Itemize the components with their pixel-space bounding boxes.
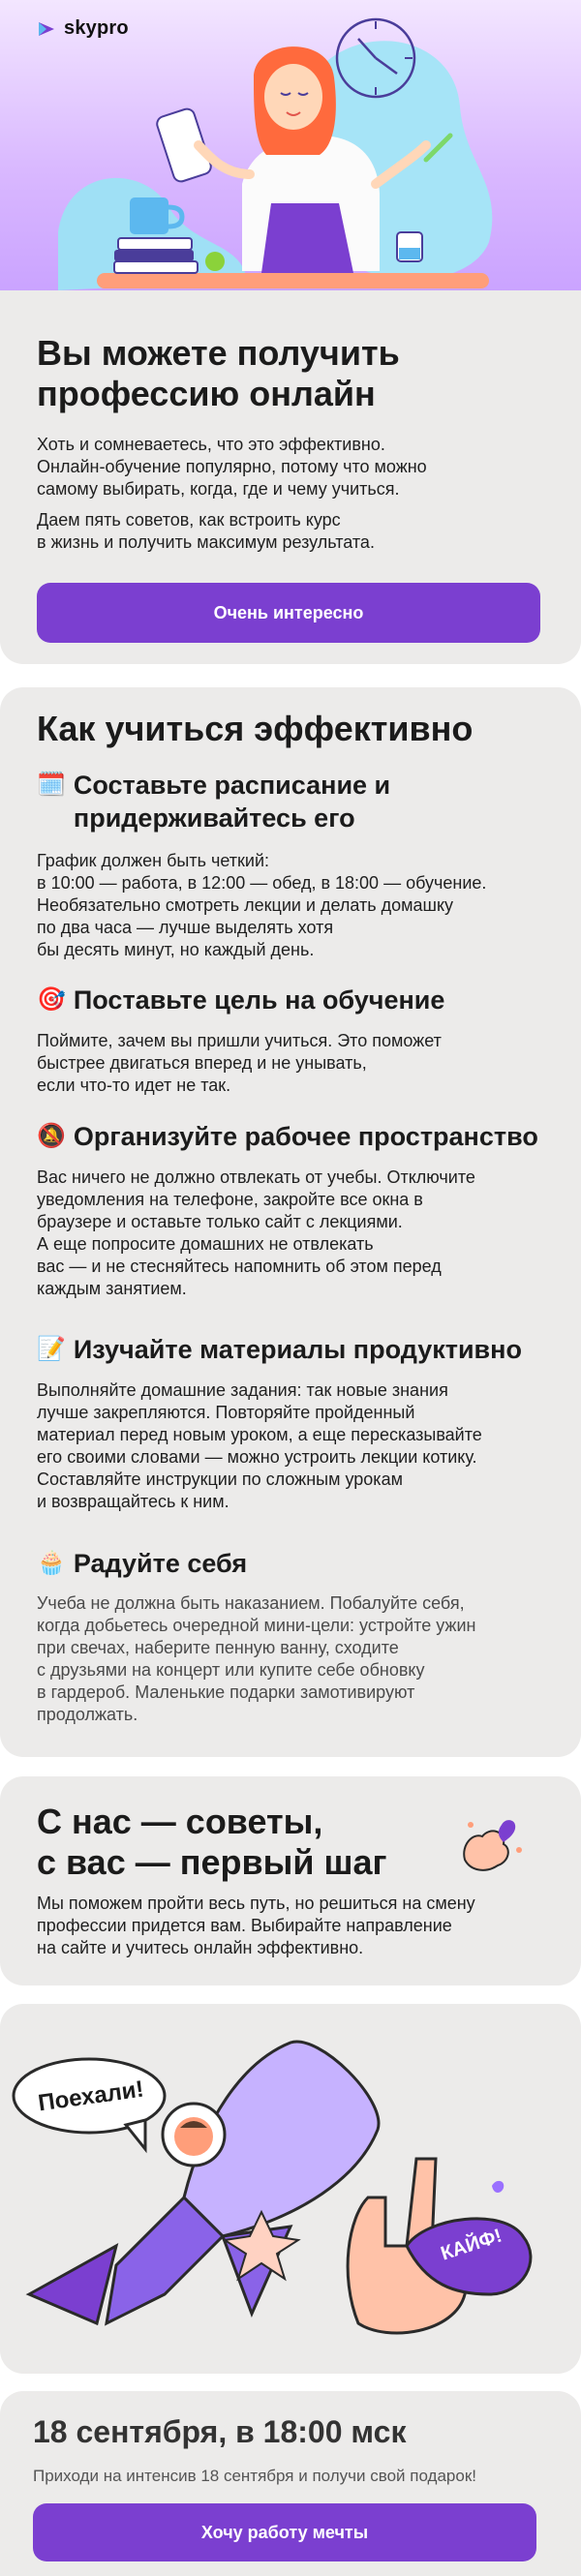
brand-logo[interactable] (37, 17, 129, 40)
dream-job-button[interactable]: Хочу работу мечты (33, 2503, 536, 2561)
very-interesting-button[interactable]: Очень интересно (37, 583, 540, 643)
intro-paragraph-1: Хоть и сомневаетесь, что это эффективно. Онлайн-обучение популярно, потому что можно самому выбирать, когда, где и чему учиться. (37, 435, 427, 499)
hero-banner (0, 0, 581, 310)
event-title: 18 сентября, в 18:00 мск (33, 2414, 407, 2449)
first-step-title: С нас — советы, с вас — первый шаг (37, 1802, 387, 1882)
tip-1-title-text: Составьте расписание и придерживайтесь его (73, 771, 391, 833)
speech-bubble-text: Поехали! (36, 2076, 146, 2117)
event-section (0, 2391, 581, 2576)
tip-3-title-text: Организуйте рабочее пространство (73, 1122, 538, 1151)
tip-1-title (37, 769, 390, 834)
tips-section (0, 687, 581, 1757)
tip-2-title (37, 984, 444, 1016)
tip-1-text: График должен быть четкий: в 10:00 — работа, в 12:00 — обед, в 18:00 — обучение. Необязательно смотреть лекции и делать домашку по два часа — лучше выделять хотя бы десять минут, но каждый день. (37, 851, 487, 959)
brand-name: skypro (64, 17, 129, 39)
calendar-icon: 🗓️ (37, 772, 66, 798)
tip-4-title-text: Изучайте материалы продуктивно (73, 1335, 522, 1364)
tip-5-text: Учеба не должна быть наказанием. Побалуйте себя, когда добьетесь очередной мини-цели: устройте ужин при свечах, наберите пенную ванну, сходите с друзьями на концерт или купите себе обновку в гардероб. Маленькие подарки замотивируют продолжать. (37, 1593, 476, 1724)
tip-4-title (37, 1333, 522, 1366)
tip-5-title-text: Радуйте себя (73, 1549, 248, 1578)
tip-2-title-text: Поставьте цель на обучение (73, 985, 445, 1015)
intro-paragraph-2: Даем пять советов, как встроить курс в жизнь и получить максимум результата. (37, 510, 375, 552)
memo-icon: 📝 (37, 1336, 66, 1362)
tip-4-text: Выполняйте домашние задания: так новые знания лучше закрепляются. Повторяйте пройденный материал перед новым уроком, а еще пересказывайте его своими словами — можно устроить лекции котику. Составляйте инструкции по сложным урокам и возвращайтесь к ним. (37, 1380, 482, 1511)
tips-title: Как учиться эффективно (37, 709, 474, 748)
rocket-illustration-section (0, 2004, 581, 2374)
tip-2-text: Поймите, зачем вы пришли учиться. Это поможет быстрее двигаться вперед и не унывать, если что-то идет не так. (37, 1031, 442, 1095)
tip-5-title (37, 1547, 247, 1580)
tip-3-text: Вас ничего не должно отвлекать от учебы. Отключите уведомления на телефоне, закройте все окна в браузере и оставьте только сайт с лекциями. А еще попросите домашних не отвлекать вас — и не стесняйтесь напомнить об этом перед каждым занятием. (37, 1167, 475, 1298)
hand-heart-icon (453, 1811, 531, 1879)
hero-illustration (0, 0, 581, 310)
first-step-text: Мы поможем пройти весь путь, но решиться на смену профессии придется вам. Выбирайте направление на сайте и учитесь онлайн эффективно. (37, 1894, 475, 1957)
target-icon: 🎯 (37, 986, 66, 1013)
muted-bell-icon: 🔕 (37, 1123, 66, 1149)
first-step-section (0, 1776, 581, 1985)
cupcake-icon: 🧁 (37, 1550, 66, 1576)
sticker-text: КАЙФ! (438, 2225, 505, 2265)
skypro-logo-icon (37, 19, 56, 39)
intro-title: Вы можете получить профессию онлайн (37, 333, 400, 413)
rocket-illustration (0, 2004, 581, 2374)
event-text: Приходи на интенсив 18 сентября и получи свой подарок! (33, 2467, 476, 2485)
tip-3-title (37, 1120, 538, 1153)
intro-section (0, 290, 581, 664)
